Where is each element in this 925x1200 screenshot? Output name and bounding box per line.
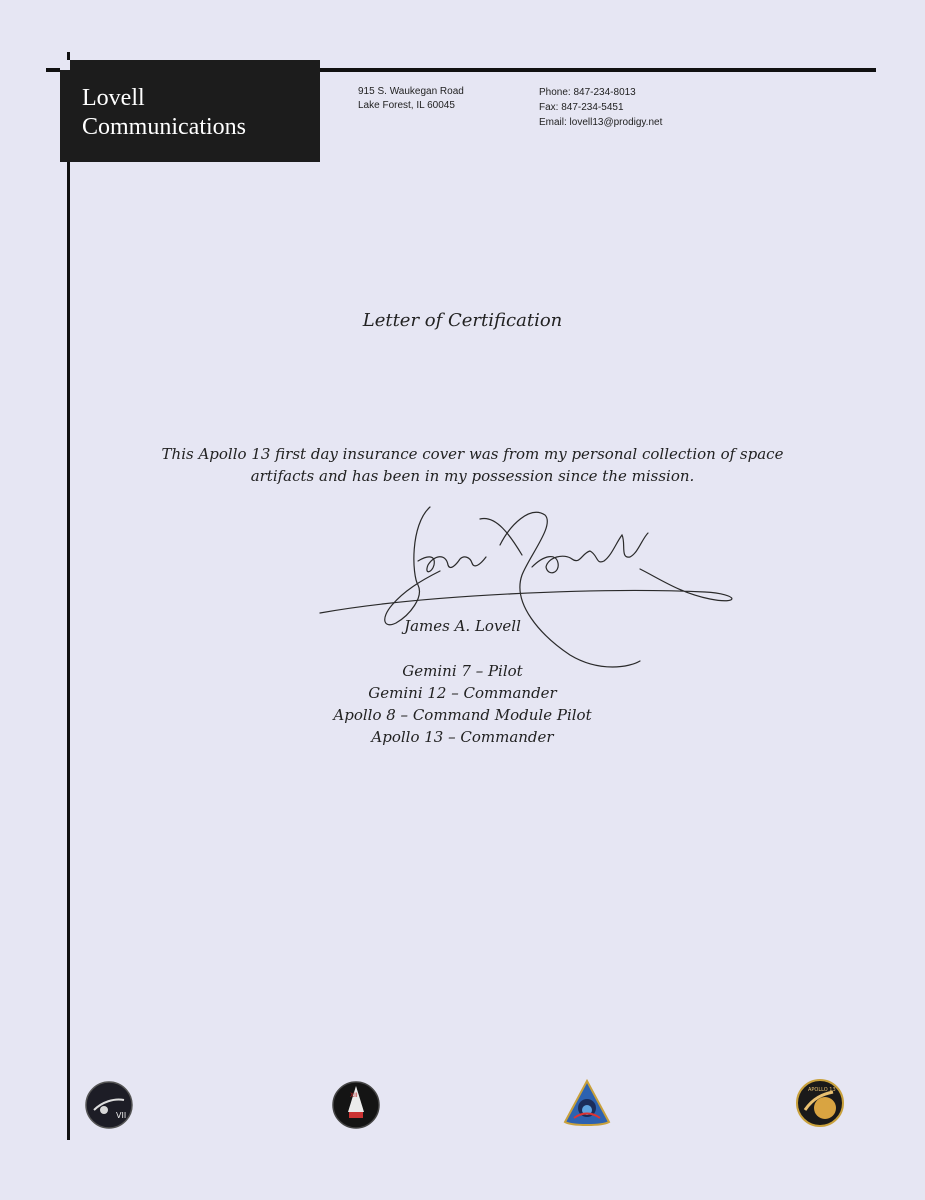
company-address — [358, 85, 464, 113]
role-item: Apollo 8 – Command Module Pilot — [333, 706, 592, 724]
signer-roles — [0, 660, 925, 748]
company-contact — [539, 85, 662, 130]
gemini-7-patch-icon — [84, 1080, 134, 1130]
address-line2: Lake Forest, IL 60045 — [358, 100, 455, 111]
role-item: Gemini 7 – Pilot — [402, 662, 523, 680]
letter-title: Letter of Certification — [362, 310, 563, 331]
role-item: Gemini 12 – Commander — [368, 684, 557, 702]
email-address: Email: lovell13@prodigy.net — [539, 117, 663, 128]
company-name-line1: Lovell — [82, 85, 145, 111]
gemini-12-patch-icon — [331, 1080, 381, 1130]
svg-text:XII: XII — [350, 1092, 358, 1099]
fax-number: Fax: 847-234-5451 — [539, 102, 624, 113]
letterhead-vertical-rule — [67, 52, 70, 1140]
role-item: Apollo 13 – Commander — [371, 728, 554, 746]
company-name-line2: Communications — [82, 114, 246, 140]
handwritten-signature — [300, 495, 760, 685]
company-logo-box — [60, 60, 320, 162]
letter-body — [150, 443, 795, 487]
signer-name: James A. Lovell — [404, 617, 521, 635]
svg-text:VII: VII — [116, 1111, 127, 1120]
letter-body-line1: This Apollo 13 first day insurance cover was from my personal collection of space — [161, 445, 784, 463]
company-name — [82, 84, 246, 142]
svg-text:APOLLO 13: APOLLO 13 — [808, 1087, 836, 1093]
phone-number: Phone: 847-234-8013 — [539, 87, 636, 98]
letter-body-line2: artifacts and has been in my possession since the mission. — [250, 467, 695, 485]
apollo-13-patch-icon — [795, 1078, 845, 1128]
apollo-8-patch-icon — [562, 1078, 612, 1128]
address-line1: 915 S. Waukegan Road — [358, 86, 464, 97]
